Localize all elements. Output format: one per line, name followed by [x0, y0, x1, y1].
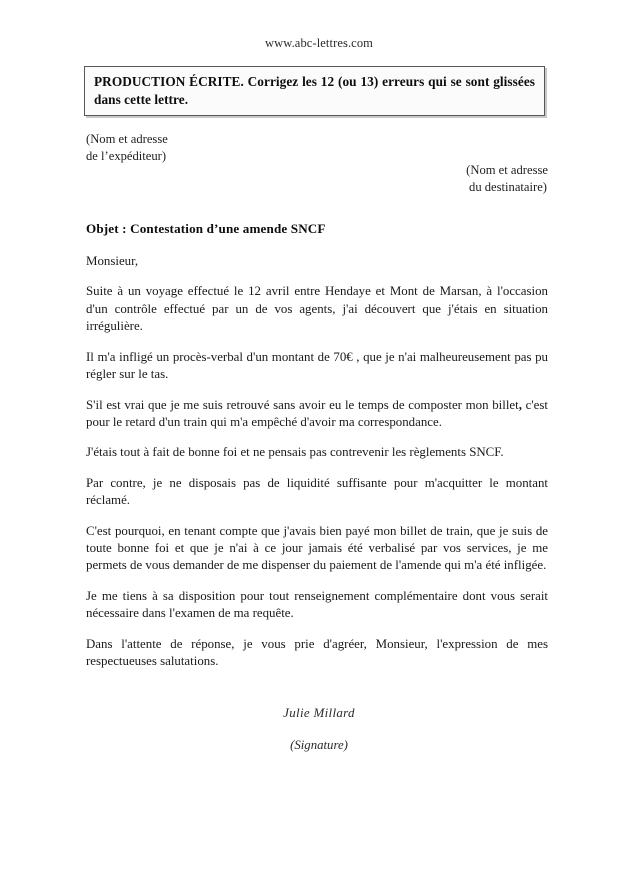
- letter-paragraph-billet: [86, 397, 548, 432]
- letter-paragraph: Je me tiens à sa disposition pour tout renseignement complémentaire dont vous serait nécessaire dans l'examen de ma requête.: [86, 588, 548, 621]
- signature-name: Julie Millard: [283, 705, 355, 720]
- letter-paragraph: C'est pourquoi, en tenant compte que j'avais bien payé mon billet de train, que je suis de toute bonne foi et que je n'ai à ce jour jamais été verbalisé par vos services, je me permets de vous demander de me dispenser du paiement de l'amende qui m'a été infligée.: [86, 523, 548, 573]
- letter-paragraph: Il m'a infligé un procès-verbal d'un montant de 70€ , que je n'ai malheureusement pas pu régler sur le tas.: [86, 349, 548, 382]
- recipient-line-1: (Nom et adresse: [466, 163, 548, 177]
- site-url: www.abc-lettres.com: [265, 36, 373, 50]
- billet-text-after: c'est pour le retard d'un train qui m'a empêché d'avoir ma correspondance.: [86, 397, 548, 429]
- sender-address-block: [86, 131, 168, 165]
- instruction-box: [84, 66, 545, 116]
- recipient-line-2: du destinataire): [469, 180, 547, 195]
- letter-paragraph: J'étais tout à fait de bonne foi et ne pensais pas contrevenir les règlements SNCF.: [86, 445, 504, 460]
- letter-paragraph: Suite à un voyage effectué le 12 avril entre Hendaye et Mont de Marsan, à l'occasion d'un contrôle effectué par un de vos agents, j'ai découvert que j'étais en situation irrégulière.: [86, 284, 548, 334]
- recipient-address-block: [300, 162, 548, 196]
- letter-paragraph: Par contre, je ne disposais pas de liquidité suffisante pour m'acquitter le montant réclamé.: [86, 475, 548, 508]
- letter-paragraph: Dans l'attente de réponse, je vous prie d'agréer, Monsieur, l'expression de mes respectueuses salutations.: [86, 636, 548, 669]
- letter-body: [86, 253, 548, 684]
- letter-subject: Objet : Contestation d’une amende SNCF: [86, 221, 326, 236]
- letter-salutation: Monsieur,: [86, 254, 139, 268]
- instruction-text: PRODUCTION ÉCRITE. Corrigez les 12 (ou 13) erreurs qui se sont glissées dans cette lettre.: [94, 74, 535, 107]
- sender-line-1: (Nom et adresse: [86, 132, 168, 146]
- billet-bold-comma: ,: [518, 397, 522, 412]
- sender-line-2: de l’expéditeur): [86, 149, 167, 164]
- billet-text-before: S'il est vrai que je me suis retrouvé sans avoir eu le temps de composter mon billet: [86, 397, 519, 412]
- signature-label: (Signature): [290, 738, 348, 752]
